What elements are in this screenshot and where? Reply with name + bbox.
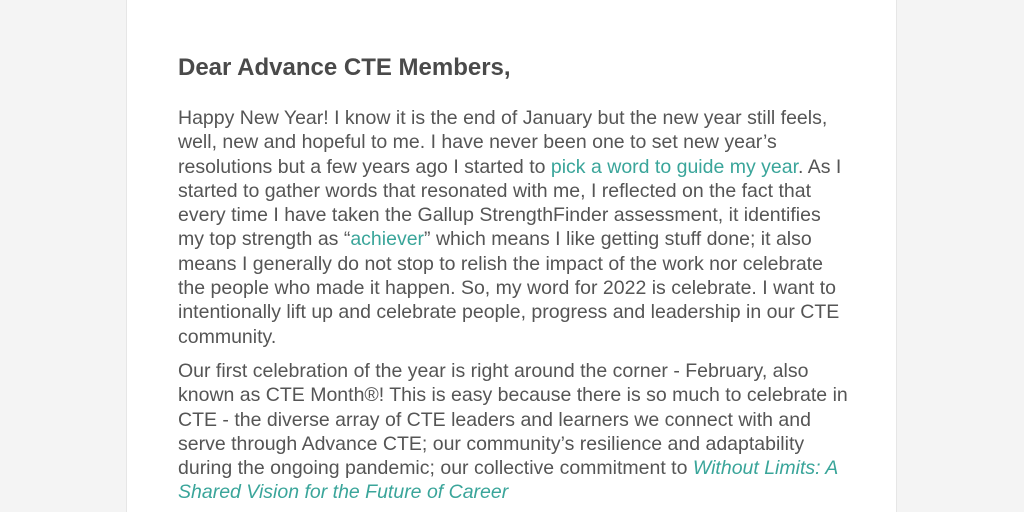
paragraph-intro-text-b: . As I started to gather words that resonated with me, I reflected on the fact that every time I have taken the Gallup StrengthFinder assessment, it identifies my top strength as “ (178, 155, 842, 251)
letter-body (178, 52, 848, 512)
paragraph-intro (178, 106, 848, 349)
without-limits-link[interactable]: Without Limits: A Shared Vision for the Future of Career (178, 457, 838, 504)
paragraph-intro-text-c: ” which means I like getting stuff done; it also means I generally do not stop to relish the impact of the work nor celebrate the people who made it happen. So, my word for 2022 is celebrate. I want to intentionally lift up and celebrate people, progress and leadership in our CTE community. (178, 228, 840, 348)
paragraph-cte-month (178, 359, 848, 505)
letter-greeting: Dear Advance CTE Members, (178, 54, 511, 81)
paragraph-cte-month-text-a: Our first celebration of the year is right around the corner - February, also known as CTE Month®! This is easy because there is so much to celebrate in CTE - the diverse array of CTE leaders and learners we connect with and serve through Advance CTE; our community’s resilience and adaptability during the ongoing pandemic; our collective commitment to (178, 359, 848, 480)
achiever-link[interactable]: achiever (350, 228, 425, 251)
pick-a-word-link[interactable]: pick a word to guide my year (550, 155, 798, 178)
email-card (126, 0, 897, 512)
paragraph-intro-text-a: Happy New Year! I know it is the end of January but the new year still feels, well, new and hopeful to me. I have never been one to set new year’s resolutions but a few years ago I started to (178, 107, 828, 178)
